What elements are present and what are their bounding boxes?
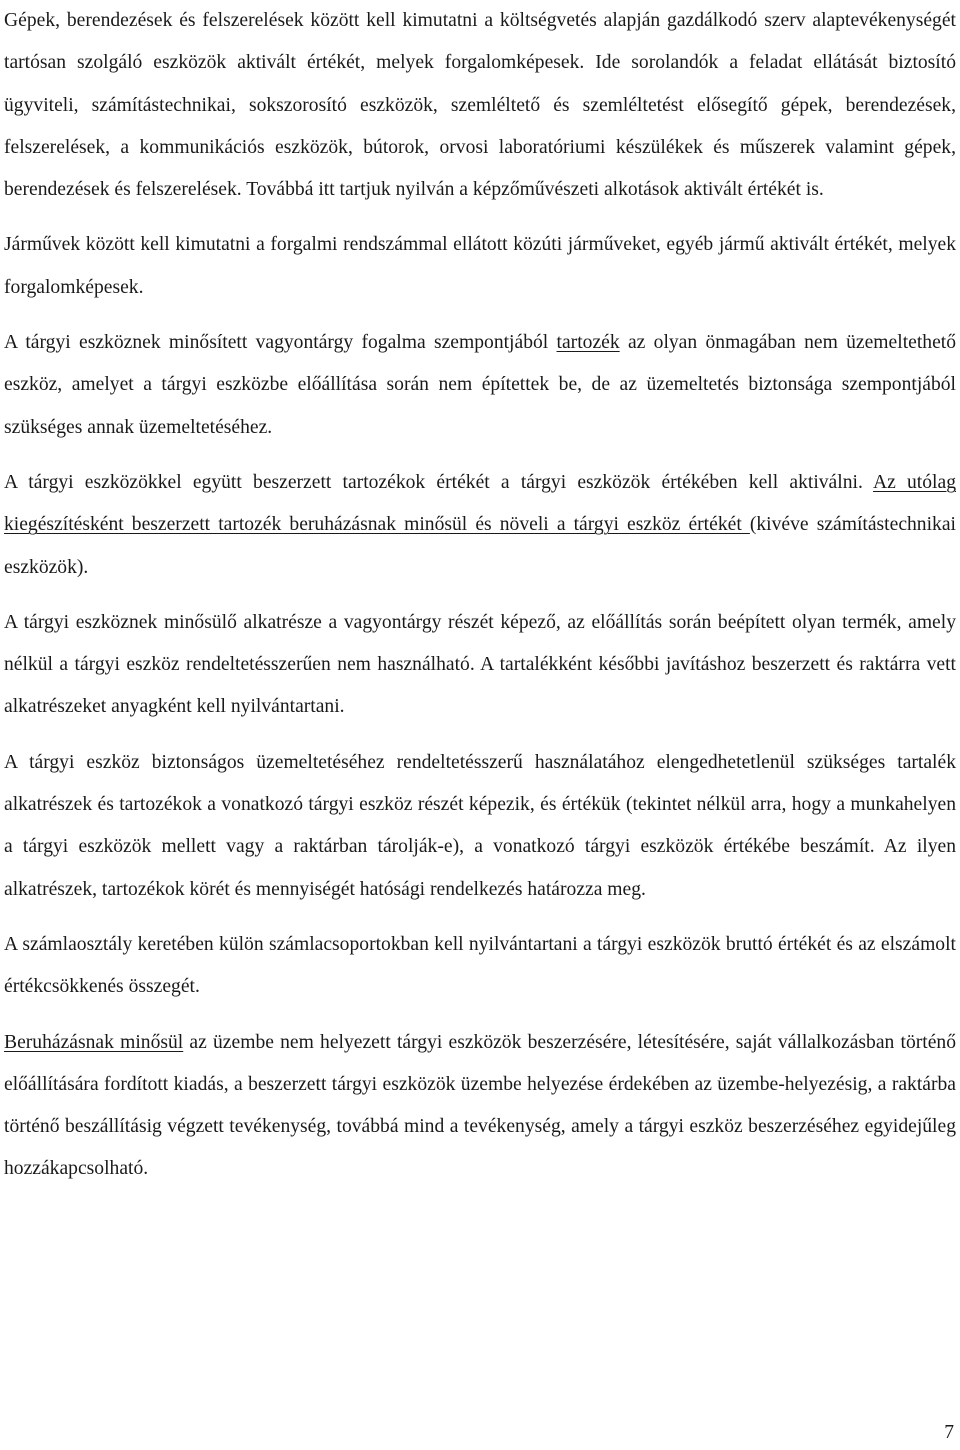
underlined-term: tartozék bbox=[556, 332, 620, 354]
paragraph-accessory-activation bbox=[4, 462, 956, 589]
paragraph-accessory-definition bbox=[4, 322, 956, 449]
paragraph-text: (kivéve számítástechnikai eszközök). bbox=[4, 514, 956, 578]
paragraph-text: A tárgyi eszköznek minősülő alkatrésze a vagyontárgy részét képező, az előállítás során beépített olyan termék, amely nélkül a tárgyi eszköz rendeltetésszerűen nem használható. A tartalékként későbbi javításhoz beszerzett és raktárra vett alkatrészeket anyagként kell nyilvántartani. bbox=[4, 611, 956, 718]
paragraph-text: A tárgyi eszközökkel együtt beszerzett tartozékok értékét a tárgyi eszközök értékében kell aktiválni. bbox=[4, 471, 873, 493]
document-page bbox=[4, 0, 956, 1191]
underlined-rule: Az utólag kiegészítésként beszerzett tartozék beruházásnak minősül és növeli a tárgyi eszköz értékét bbox=[4, 471, 956, 536]
page-number: 7 bbox=[944, 1422, 954, 1443]
paragraph-account-class bbox=[4, 924, 956, 1009]
paragraph-text: A tárgyi eszköz biztonságos üzemeltetéséhez rendeltetésszerű használatához elengedhetetlenül szükséges tartalék alkatrészek és tartozékok a vonatkozó tárgyi eszköz részét képezik, és értékük (tekintet nélkül arra, hogy a munkahelyen a tárgyi eszközök mellett vagy a raktárban tárolják-e), a vonatkozó tárgyi eszközök értékébe beszámít. Az ilyen alkatrészek, tartozékok körét és mennyiségét hatósági rendelkezés határozza meg. bbox=[4, 751, 956, 900]
paragraph-text: az üzembe nem helyezett tárgyi eszközök beszerzésére, létesítésére, saját vállalkozásban történő előállítására fordított kiadás, a beszerzett tárgyi eszközök üzembe helyezése érdekében az üzembe-helyezésig, a raktárba történő beszállításig végzett tevékenység, továbbá mind a tevékenység, amely a tárgyi eszköz beszerzéséhez egyidejűleg hozzákapcsolható. bbox=[4, 1031, 957, 1180]
paragraph-text: A tárgyi eszköznek minősített vagyontárgy fogalma szempontjából bbox=[4, 332, 557, 354]
paragraph-investment bbox=[4, 1022, 956, 1191]
paragraph-vehicles bbox=[4, 224, 956, 309]
paragraph-text: Járművek között kell kimutatni a forgalmi rendszámmal ellátott közúti járműveket, egyéb jármű aktivált értékét, melyek forgalomképesek. bbox=[4, 234, 956, 298]
paragraph-machinery bbox=[4, 0, 956, 211]
paragraph-component bbox=[4, 602, 956, 729]
underlined-term: Beruházásnak minősül bbox=[4, 1031, 184, 1053]
paragraph-spare-parts bbox=[4, 742, 956, 911]
paragraph-text: Gépek, berendezések és felszerelések között kell kimutatni a költségvetés alapján gazdálkodó szerv alaptevékenységét tartósan szolgáló eszközök aktivált értékét, melyek forgalomképesek. Ide sorolandók a feladat ellátását biztosító ügyviteli, számítástechnikai, sokszorosító eszközök, szemléltető és szemléltetést elősegítő gépek, berendezések, felszerelések, a kommunikációs eszközök, bútorok, orvosi laboratóriumi készülékek és műszerek valamint gépek, berendezések és felszerelések. Továbbá itt tartjuk nyilván a képzőművészeti alkotások aktivált értékét is. bbox=[4, 10, 956, 201]
paragraph-text: A számlaosztály keretében külön számlacsoportokban kell nyilvántartani a tárgyi eszközök bruttó értékét és az elszámolt értékcsökkenés összegét. bbox=[4, 933, 956, 998]
paragraph-text: az olyan önmagában nem üzemeltethető eszköz, amelyet a tárgyi eszközbe előállítása során nem építettek be, de az üzemeltetés biztonsága szempontjából szükséges annak üzemeltetéséhez. bbox=[4, 332, 957, 438]
